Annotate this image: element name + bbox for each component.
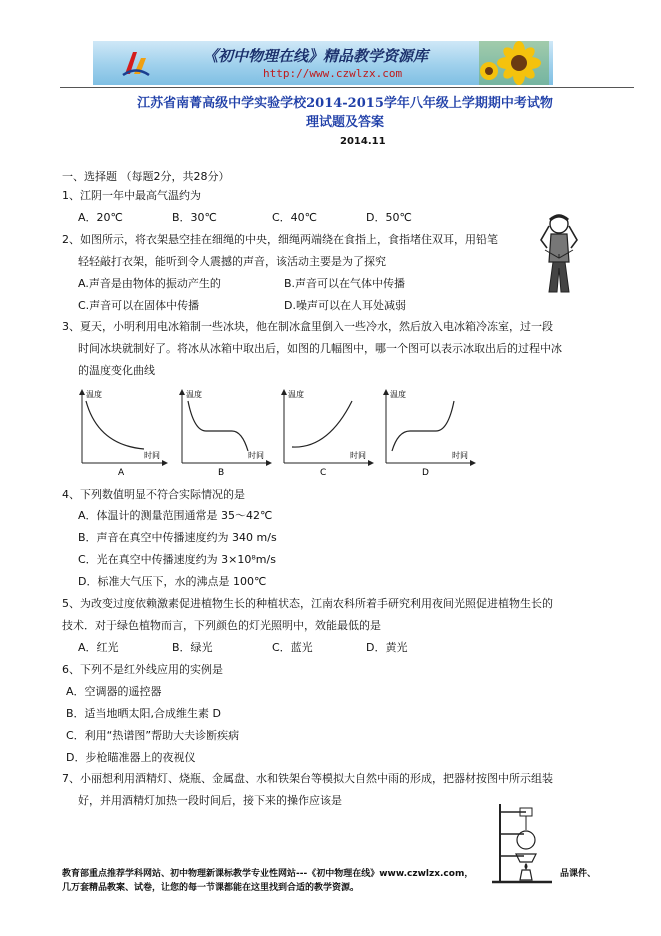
banner-url[interactable]: http://www.czwlzx.com xyxy=(263,67,403,80)
graph-label-b: B xyxy=(218,468,225,477)
q5-stem-line2: 技术．对于绿色植物而言，下列颜色的灯光照明中，效能最低的是 xyxy=(62,619,381,632)
banner-title: 《初中物理在线》精品教学资源库 xyxy=(203,47,429,65)
section-heading: 一、选择题 （每题2分，共28分） xyxy=(62,170,230,183)
q1-option-a: A．20℃ xyxy=(78,211,123,224)
graph-label-d: D xyxy=(422,468,429,477)
person-listening-figure xyxy=(535,210,585,298)
header-rule xyxy=(60,87,634,88)
q1-option-c: C．40℃ xyxy=(272,211,318,224)
q2-option-c: C.声音可以在固体中传播 xyxy=(78,299,200,312)
q3-graph-b xyxy=(170,385,274,477)
sunflower-icon xyxy=(479,41,549,85)
q3-stem-line3: 的温度变化曲线 xyxy=(78,364,155,377)
q5-option-d: D．黄光 xyxy=(366,641,408,654)
doc-date: 2014.11 xyxy=(340,136,386,147)
q6-stem: 6、下列不是红外线应用的实例是 xyxy=(62,663,223,676)
q3-graph-c xyxy=(272,385,376,477)
q5-option-a: A．红光 xyxy=(78,641,119,654)
graph-xlabel: 时间 xyxy=(144,451,160,460)
q6-option-b: B．适当地晒太阳,合成维生素 D xyxy=(66,707,222,720)
graph-ylabel: 温度 xyxy=(186,390,202,399)
q2-option-d: D.噪声可以在人耳处减弱 xyxy=(284,299,406,312)
graph-label-a: A xyxy=(118,468,125,477)
footer-line2: 几万套精品教案、试卷，让您的每一节课都能在这里找到合适的教学资源。 xyxy=(62,883,360,893)
q7-stem-line2: 好，并用酒精灯加热一段时间后，接下来的操作应该是 xyxy=(78,794,342,807)
q3-stem-line1: 3、夏天，小明利用电冰箱制一些冰块，他在制冰盒里倒入一些冷水，然后放入电冰箱冷冻室，过一段 xyxy=(62,320,553,333)
logo-icon xyxy=(121,48,151,78)
q4-option-b: B．声音在真空中传播速度约为 340 m/s xyxy=(78,531,277,544)
graph-ylabel: 温度 xyxy=(288,390,304,399)
q1-stem: 1、江阴一年中最高气温约为 xyxy=(62,189,201,202)
q6-option-a: A．空调器的遥控器 xyxy=(66,685,162,698)
doc-title-line2: 理试题及答案 xyxy=(305,115,384,130)
q4-option-c: C．光在真空中传播速度约为 3×10⁸m/s xyxy=(78,553,276,566)
footer-line1-end: 品课件、 xyxy=(560,869,597,879)
q5-stem-line1: 5、为改变过度依赖激素促进植物生长的种植状态，江南农科所着手研究利用夜间光照促进植物生长的 xyxy=(62,597,553,610)
q2-option-a: A.声音是由物体的振动产生的 xyxy=(78,277,221,290)
graph-xlabel: 时间 xyxy=(452,451,468,460)
q7-stem-line1: 7、小丽想利用酒精灯、烧瓶、金属盘、水和铁架台等模拟大自然中雨的形成，把器材按图中所示组装 xyxy=(62,772,553,785)
q1-option-d: D．50℃ xyxy=(366,211,412,224)
graph-ylabel: 温度 xyxy=(86,390,102,399)
q5-option-b: B．绿光 xyxy=(172,641,213,654)
graph-label-c: C xyxy=(320,468,327,477)
q4-stem: 4、下列数值明显不符合实际情况的是 xyxy=(62,488,245,501)
q3-graph-a xyxy=(70,385,170,477)
q4-option-d: D．标准大气压下，水的沸点是 100℃ xyxy=(78,575,267,588)
graph-xlabel: 时间 xyxy=(248,451,264,460)
q2-stem-line1: 2、如图所示，将衣架悬空挂在细绳的中央，细绳两端绕在食指上，食指堵住双耳，用铅笔 xyxy=(62,233,498,246)
graph-ylabel: 温度 xyxy=(390,390,406,399)
q5-option-c: C．蓝光 xyxy=(272,641,313,654)
q6-option-c: C．利用“热谱图”帮助大夫诊断疾病 xyxy=(66,729,240,742)
doc-title-line1: 江苏省南菁高级中学实验学校2014-2015学年八年级上学期期中考试物 xyxy=(137,96,553,111)
header-banner xyxy=(93,41,553,85)
q2-stem-line2: 轻轻敲打衣架，能听到令人震撼的声音，该活动主要是为了探究 xyxy=(78,255,386,268)
q4-option-a: A．体温计的测量范围通常是 35～42℃ xyxy=(78,509,273,522)
q3-graph-d xyxy=(374,385,478,477)
footer-line1: 教育部重点推荐学科网站、初中物理新课标教学专业性网站---《初中物理在线》www.czwlzx.com， xyxy=(62,869,474,879)
q1-option-b: B．30℃ xyxy=(172,211,217,224)
q2-option-b: B.声音可以在气体中传播 xyxy=(284,277,406,290)
iron-stand-apparatus-figure xyxy=(490,800,560,884)
q3-stem-line2: 时间冰块就制好了。将冰从冰箱中取出后，如图的几幅图中，哪一个图可以表示冰取出后的过程中冰 xyxy=(78,342,562,355)
graph-xlabel: 时间 xyxy=(350,451,366,460)
q6-option-d: D．步枪瞄准器上的夜视仪 xyxy=(66,751,196,764)
